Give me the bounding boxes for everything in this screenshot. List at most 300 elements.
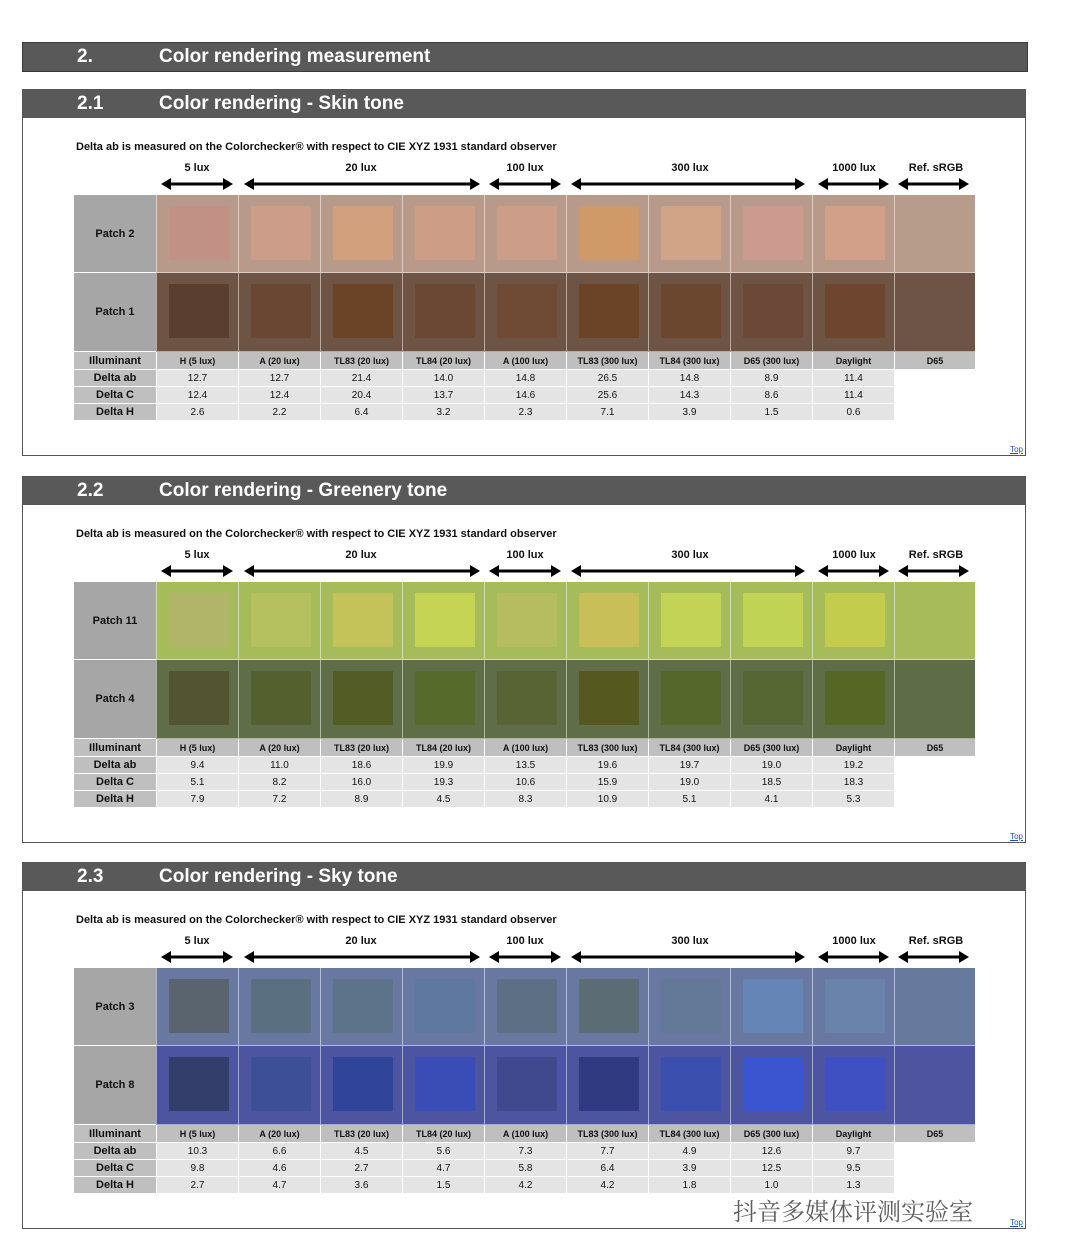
double-arrow-icon [161, 178, 233, 190]
patch-swatch [743, 671, 803, 725]
patch-swatch [497, 1057, 557, 1111]
patch-swatch [415, 671, 475, 725]
metric-value: 2.3 [484, 403, 566, 420]
patch-cell [894, 660, 975, 739]
metric-value: 20.4 [320, 386, 402, 403]
color-grid [74, 968, 975, 1193]
metric-value: 25.6 [566, 386, 648, 403]
patch-cell [238, 195, 320, 273]
main-header [22, 42, 1028, 72]
lux-arrows [23, 949, 1023, 965]
lux-group-label: Ref. sRGB [908, 549, 964, 561]
double-arrow-icon [818, 178, 889, 190]
metric-value: 14.8 [484, 369, 566, 386]
patch-cell [566, 195, 648, 273]
section-title: Color rendering - Skin tone [159, 93, 404, 114]
patch-swatch [169, 593, 229, 647]
lux-group-label: 20 lux [345, 935, 377, 947]
patch-swatch [579, 1057, 639, 1111]
patch-cell [812, 273, 894, 352]
empty-cell [894, 386, 975, 403]
patch-swatch [251, 593, 311, 647]
double-arrow-icon [818, 565, 889, 577]
metric-value: 6.6 [238, 1142, 320, 1159]
patch-cell [730, 273, 812, 352]
metric-value: 9.5 [812, 1159, 894, 1176]
patch-swatch [743, 206, 803, 260]
metric-value: 9.7 [812, 1142, 894, 1159]
metric-value: 7.2 [238, 790, 320, 807]
patch-swatch [661, 593, 721, 647]
patch-cell [566, 660, 648, 739]
patch-label: Patch 11 [74, 582, 156, 660]
empty-cell [894, 1142, 975, 1159]
patch-label: Patch 2 [74, 195, 156, 273]
patch-cell [648, 582, 730, 660]
patch-cell [402, 582, 484, 660]
metric-value: 1.8 [648, 1176, 730, 1193]
section-title: Color rendering - Greenery tone [159, 480, 448, 501]
patch-cell [484, 273, 566, 352]
patch-label: Patch 3 [74, 968, 156, 1046]
patch-cell [730, 1046, 812, 1125]
patch-label: Patch 8 [74, 1046, 156, 1125]
metric-value: 3.6 [320, 1176, 402, 1193]
metric-value: 19.6 [566, 756, 648, 773]
lux-group-label: 300 lux [671, 162, 709, 174]
metric-label: Delta C [74, 773, 156, 790]
patch-swatch [415, 593, 475, 647]
illuminant-header: TL84 (20 lux) [402, 352, 484, 369]
empty-cell [894, 773, 975, 790]
patch-swatch [415, 206, 475, 260]
double-arrow-icon [161, 565, 233, 577]
metric-value: 3.2 [402, 403, 484, 420]
patch-cell [730, 195, 812, 273]
patch-cell [156, 968, 238, 1046]
patch-cell [894, 968, 975, 1046]
illuminant-header: A (100 lux) [484, 1125, 566, 1142]
patch-swatch [333, 671, 393, 725]
lux-group-label: 300 lux [671, 549, 709, 561]
illuminant-header: TL84 (300 lux) [648, 739, 730, 756]
patch-cell [484, 582, 566, 660]
patch-cell [238, 968, 320, 1046]
illuminant-header: A (20 lux) [238, 352, 320, 369]
metric-value: 12.4 [238, 386, 320, 403]
patch-swatch [825, 284, 885, 338]
patch-swatch [661, 284, 721, 338]
metric-label: Delta ab [74, 369, 156, 386]
patch-cell [566, 273, 648, 352]
illuminant-header: D65 (300 lux) [730, 1125, 812, 1142]
metric-value: 19.2 [812, 756, 894, 773]
double-arrow-icon [898, 565, 969, 577]
metric-value: 4.1 [730, 790, 812, 807]
metric-value: 16.0 [320, 773, 402, 790]
metric-value: 10.9 [566, 790, 648, 807]
metric-value: 19.0 [730, 756, 812, 773]
patch-cell [238, 273, 320, 352]
metric-value: 14.0 [402, 369, 484, 386]
metric-value: 4.6 [238, 1159, 320, 1176]
illuminant-header: TL84 (300 lux) [648, 352, 730, 369]
patch-swatch [825, 671, 885, 725]
illuminant-header: A (100 lux) [484, 352, 566, 369]
metric-value: 4.9 [648, 1142, 730, 1159]
patch-swatch [825, 1057, 885, 1111]
metric-value: 7.1 [566, 403, 648, 420]
patch-swatch [579, 284, 639, 338]
lux-group-label: 100 lux [506, 935, 544, 947]
patch-cell [894, 195, 975, 273]
metric-value: 18.6 [320, 756, 402, 773]
illuminant-header: D65 [894, 1125, 975, 1142]
patch-swatch [825, 206, 885, 260]
patch-swatch [333, 979, 393, 1033]
illuminant-header: Daylight [812, 1125, 894, 1142]
patch-cell [648, 968, 730, 1046]
patch-swatch [825, 593, 885, 647]
metric-value: 9.8 [156, 1159, 238, 1176]
metric-value: 8.9 [320, 790, 402, 807]
section-title: Color rendering - Sky tone [159, 866, 398, 887]
patch-cell [484, 1046, 566, 1125]
lux-group-label: Ref. sRGB [908, 935, 964, 947]
metric-label: Delta C [74, 386, 156, 403]
patch-swatch [169, 284, 229, 338]
patch-swatch [333, 1057, 393, 1111]
lux-group-label: 5 lux [184, 935, 210, 947]
lux-arrows [23, 563, 1023, 579]
metric-value: 12.4 [156, 386, 238, 403]
empty-cell [894, 756, 975, 773]
measurement-subtitle: Delta ab is measured on the Colorchecker® with respect to CIE XYZ 1931 standard observer [76, 528, 557, 540]
metric-value: 14.8 [648, 369, 730, 386]
section-header [23, 90, 1025, 118]
metric-label: Delta ab [74, 1142, 156, 1159]
patch-cell [648, 273, 730, 352]
lux-group-label: Ref. sRGB [908, 162, 964, 174]
patch-cell [484, 968, 566, 1046]
metric-value: 18.3 [812, 773, 894, 790]
illuminant-header: D65 (300 lux) [730, 739, 812, 756]
section-number: 2.3 [77, 866, 104, 887]
illuminant-header: TL84 (300 lux) [648, 1125, 730, 1142]
metric-value: 8.2 [238, 773, 320, 790]
lux-group-label: 1000 lux [832, 549, 876, 561]
double-arrow-icon [818, 951, 889, 963]
double-arrow-icon [161, 951, 233, 963]
lux-group-label: 300 lux [671, 935, 709, 947]
patch-swatch [333, 593, 393, 647]
metric-value: 12.7 [238, 369, 320, 386]
double-arrow-icon [571, 178, 805, 190]
empty-cell [894, 790, 975, 807]
patch-swatch [497, 593, 557, 647]
patch-swatch [333, 206, 393, 260]
metric-label: Delta H [74, 403, 156, 420]
metric-value: 10.3 [156, 1142, 238, 1159]
patch-cell [402, 273, 484, 352]
patch-label: Patch 1 [74, 273, 156, 352]
patch-cell [402, 660, 484, 739]
metric-value: 19.0 [648, 773, 730, 790]
double-arrow-icon [898, 951, 969, 963]
illuminant-header: Daylight [812, 739, 894, 756]
patch-cell [894, 582, 975, 660]
metric-value: 11.4 [812, 369, 894, 386]
metric-label: Delta H [74, 790, 156, 807]
patch-cell [648, 195, 730, 273]
illuminant-label: Illuminant [74, 352, 156, 369]
metric-value: 5.3 [812, 790, 894, 807]
illuminant-header: H (5 lux) [156, 739, 238, 756]
section-number: 2.1 [77, 93, 104, 114]
patch-cell [320, 1046, 402, 1125]
main-header-title: Color rendering measurement [159, 46, 431, 67]
patch-swatch [169, 1057, 229, 1111]
patch-swatch [497, 206, 557, 260]
patch-cell [238, 1046, 320, 1125]
metric-value: 19.3 [402, 773, 484, 790]
empty-cell [894, 403, 975, 420]
patch-swatch [661, 206, 721, 260]
patch-cell [402, 968, 484, 1046]
lux-group-label: 20 lux [345, 549, 377, 561]
metric-value: 4.2 [566, 1176, 648, 1193]
patch-cell [566, 968, 648, 1046]
section-header [23, 863, 1025, 891]
metric-value: 8.3 [484, 790, 566, 807]
patch-cell [484, 660, 566, 739]
metric-value: 12.7 [156, 369, 238, 386]
patch-cell [320, 968, 402, 1046]
patch-swatch [825, 979, 885, 1033]
patch-cell [156, 195, 238, 273]
metric-value: 2.7 [156, 1176, 238, 1193]
double-arrow-icon [489, 178, 561, 190]
patch-swatch [251, 1057, 311, 1111]
patch-cell [320, 273, 402, 352]
patch-swatch [169, 206, 229, 260]
patch-cell [156, 273, 238, 352]
metric-value: 1.5 [402, 1176, 484, 1193]
illuminant-label: Illuminant [74, 739, 156, 756]
metric-value: 3.9 [648, 1159, 730, 1176]
metric-value: 6.4 [566, 1159, 648, 1176]
metric-value: 15.9 [566, 773, 648, 790]
patch-swatch [169, 979, 229, 1033]
patch-swatch [579, 593, 639, 647]
illuminant-header: TL83 (300 lux) [566, 739, 648, 756]
patch-swatch [579, 206, 639, 260]
patch-cell [894, 273, 975, 352]
top-link[interactable]: Top [1010, 1218, 1023, 1227]
illuminant-header: A (20 lux) [238, 739, 320, 756]
metric-value: 4.5 [320, 1142, 402, 1159]
patch-cell [320, 582, 402, 660]
double-arrow-icon [898, 178, 969, 190]
illuminant-header: TL83 (20 lux) [320, 739, 402, 756]
patch-swatch [661, 671, 721, 725]
metric-value: 7.9 [156, 790, 238, 807]
metric-value: 7.7 [566, 1142, 648, 1159]
patch-cell [484, 195, 566, 273]
double-arrow-icon [244, 565, 480, 577]
lux-group-label: 100 lux [506, 549, 544, 561]
patch-swatch [743, 1057, 803, 1111]
illuminant-header: D65 [894, 739, 975, 756]
metric-value: 5.6 [402, 1142, 484, 1159]
metric-value: 13.5 [484, 756, 566, 773]
section-header [23, 477, 1025, 505]
illuminant-header: TL83 (20 lux) [320, 352, 402, 369]
metric-value: 14.3 [648, 386, 730, 403]
patch-cell [730, 660, 812, 739]
illuminant-header: TL83 (300 lux) [566, 1125, 648, 1142]
metric-value: 14.6 [484, 386, 566, 403]
metric-value: 12.6 [730, 1142, 812, 1159]
color-grid [74, 582, 975, 807]
patch-cell [812, 195, 894, 273]
patch-cell [730, 968, 812, 1046]
illuminant-header: H (5 lux) [156, 352, 238, 369]
metric-value: 4.5 [402, 790, 484, 807]
patch-label: Patch 4 [74, 660, 156, 739]
patch-swatch [661, 979, 721, 1033]
patch-swatch [251, 979, 311, 1033]
illuminant-header: TL84 (20 lux) [402, 1125, 484, 1142]
main-header-number: 2. [77, 46, 93, 67]
lux-group-label: 5 lux [184, 549, 210, 561]
metric-value: 8.6 [730, 386, 812, 403]
lux-group-label: 1000 lux [832, 935, 876, 947]
illuminant-header: A (20 lux) [238, 1125, 320, 1142]
patch-swatch [497, 671, 557, 725]
metric-value: 19.7 [648, 756, 730, 773]
metric-value: 18.5 [730, 773, 812, 790]
metric-value: 8.9 [730, 369, 812, 386]
patch-cell [238, 582, 320, 660]
section-2.3 [22, 862, 1026, 1229]
metric-value: 26.5 [566, 369, 648, 386]
metric-value: 4.7 [402, 1159, 484, 1176]
metric-value: 21.4 [320, 369, 402, 386]
patch-swatch [743, 593, 803, 647]
illuminant-header: H (5 lux) [156, 1125, 238, 1142]
patch-cell [402, 1046, 484, 1125]
top-link[interactable]: Top [1010, 832, 1023, 841]
metric-value: 5.1 [156, 773, 238, 790]
illuminant-header: D65 (300 lux) [730, 352, 812, 369]
patch-swatch [497, 979, 557, 1033]
patch-cell [320, 195, 402, 273]
metric-label: Delta C [74, 1159, 156, 1176]
patch-cell [320, 660, 402, 739]
color-grid [74, 195, 975, 420]
metric-value: 1.3 [812, 1176, 894, 1193]
section-number: 2.2 [77, 480, 104, 501]
metric-value: 1.5 [730, 403, 812, 420]
illuminant-header: Daylight [812, 352, 894, 369]
metric-value: 13.7 [402, 386, 484, 403]
metric-value: 4.7 [238, 1176, 320, 1193]
patch-cell [402, 195, 484, 273]
metric-value: 11.4 [812, 386, 894, 403]
metric-value: 12.5 [730, 1159, 812, 1176]
section-2.1 [22, 89, 1026, 456]
metric-value: 4.2 [484, 1176, 566, 1193]
illuminant-header: TL83 (20 lux) [320, 1125, 402, 1142]
patch-cell [156, 1046, 238, 1125]
double-arrow-icon [489, 951, 561, 963]
watermark: 抖音多媒体评测实验室 [733, 1198, 973, 1226]
patch-swatch [415, 979, 475, 1033]
patch-swatch [169, 671, 229, 725]
patch-swatch [251, 671, 311, 725]
double-arrow-icon [571, 565, 805, 577]
metric-value: 10.6 [484, 773, 566, 790]
patch-cell [566, 1046, 648, 1125]
patch-cell [156, 660, 238, 739]
patch-cell [238, 660, 320, 739]
patch-cell [648, 660, 730, 739]
patch-swatch [415, 284, 475, 338]
lux-arrows [23, 176, 1023, 192]
patch-cell [812, 1046, 894, 1125]
illuminant-header: TL84 (20 lux) [402, 739, 484, 756]
patch-swatch [743, 284, 803, 338]
metric-value: 19.9 [402, 756, 484, 773]
patch-swatch [415, 1057, 475, 1111]
patch-cell [648, 1046, 730, 1125]
metric-label: Delta ab [74, 756, 156, 773]
patch-swatch [497, 284, 557, 338]
top-link[interactable]: Top [1010, 445, 1023, 454]
patch-swatch [251, 206, 311, 260]
metric-value: 5.8 [484, 1159, 566, 1176]
metric-value: 0.6 [812, 403, 894, 420]
lux-group-label: 20 lux [345, 162, 377, 174]
metric-value: 2.6 [156, 403, 238, 420]
patch-swatch [579, 979, 639, 1033]
double-arrow-icon [571, 951, 805, 963]
lux-group-label: 5 lux [184, 162, 210, 174]
patch-swatch [251, 284, 311, 338]
patch-swatch [579, 671, 639, 725]
metric-value: 7.3 [484, 1142, 566, 1159]
empty-cell [894, 1176, 975, 1193]
patch-cell [566, 582, 648, 660]
double-arrow-icon [244, 178, 480, 190]
metric-value: 9.4 [156, 756, 238, 773]
metric-value: 11.0 [238, 756, 320, 773]
section-2.2 [22, 476, 1026, 843]
illuminant-label: Illuminant [74, 1125, 156, 1142]
empty-cell [894, 369, 975, 386]
patch-cell [812, 660, 894, 739]
patch-swatch [743, 979, 803, 1033]
metric-value: 2.2 [238, 403, 320, 420]
illuminant-header: D65 [894, 352, 975, 369]
patch-cell [730, 582, 812, 660]
lux-group-label: 1000 lux [832, 162, 876, 174]
illuminant-header: TL83 (300 lux) [566, 352, 648, 369]
patch-cell [156, 582, 238, 660]
patch-swatch [661, 1057, 721, 1111]
patch-cell [812, 968, 894, 1046]
